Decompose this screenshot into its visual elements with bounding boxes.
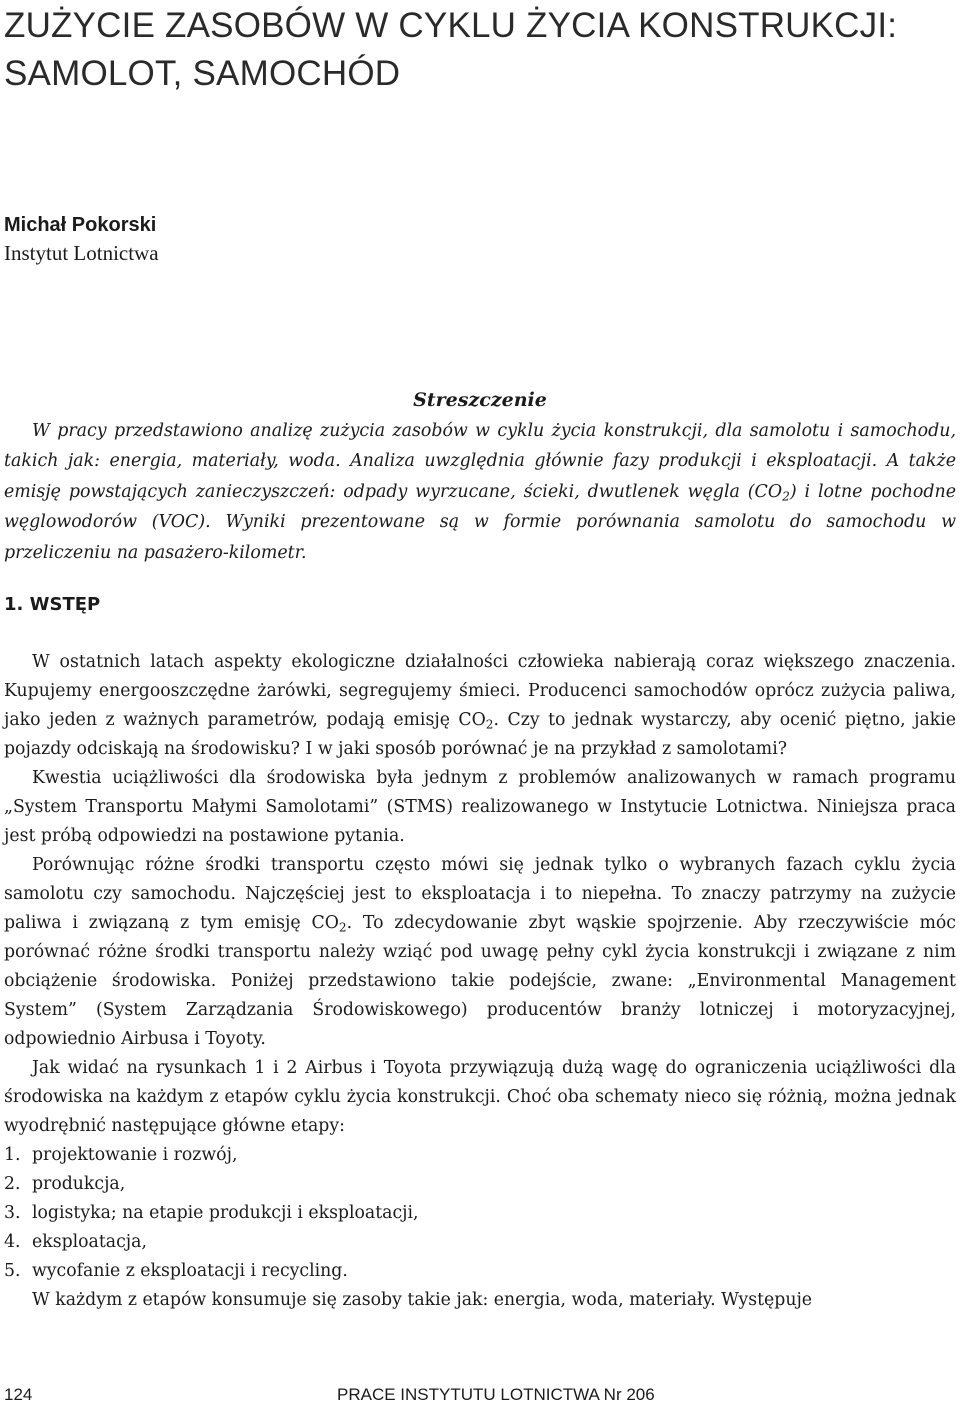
list-item-text: projektowanie i rozwój, — [32, 1145, 238, 1165]
paragraph-4: Jak widać na rysunkach 1 i 2 Airbus i Toyota przywiązują dużą wagę do ograniczenia uciążliwości dla środowiska na każdym z etapów cyklu życia konstrukcji. Choć oba schematy nieco się różnią, można jednak wyodrębnić następujące główne etapy: — [4, 1058, 956, 1136]
list-item — [4, 1170, 956, 1199]
paragraph-3-subscript: 2 — [338, 920, 347, 935]
list-item-number: 5. — [4, 1261, 21, 1281]
paragraph-3 — [4, 851, 956, 1054]
paragraph-1-part-b: . Czy to jednak wystarczy, aby ocenić piętno, jakie pojazdy odciskają na środowisku? I w jaki sposób porównać je na przykład z samolotami? — [4, 710, 956, 759]
list-item-number: 4. — [4, 1232, 21, 1252]
list-item-text: wycofanie z eksploatacji i recycling. — [32, 1261, 348, 1281]
abstract-heading: Streszczenie — [413, 389, 547, 411]
paragraph-5: W każdym z etapów konsumuje się zasoby takie jak: energia, woda, materiały. Występuje — [32, 1290, 813, 1310]
abstract-text-part1: W pracy przedstawiono analizę zużycia zasobów w cyklu życia konstrukcji, dla samolotu i samochodu, takich jak: energia, materiały, woda. Analiza uwzględnia głównie fazy produkcji i eksploatacji. A także emisję powstających zanieczyszczeń: odpady wyrzucane, ścieki, dwutlenek węgla (CO — [4, 421, 956, 502]
paragraph-1-part-a: W ostatnich latach aspekty ekologiczne działalności człowieka nabierają coraz większego znaczenia. Kupujemy energooszczędne żarówki, segregujemy śmieci. Producenci samochodów oprócz zużycia paliwa, jako jeden z ważnych parametrów, podają emisję CO — [4, 652, 956, 730]
list-item-text: produkcja, — [32, 1174, 126, 1194]
paragraph-3-part-b: . To zdecydowanie zbyt wąskie spojrzenie. Aby rzeczywiście móc porównać różne środki transportu należy wziąć pod uwagę pełny cykl życia konstrukcji i związane z nim obciążenie środowiska. Poniżej przedstawiono takie podejście, zwane: „Environmental Management System” (System Zarządzania Środowiskowego) producentów branży lotniczej i motoryzacyjnej, odpowiednio Airbusa i Toyoty. — [4, 913, 956, 1049]
list-item — [4, 1199, 956, 1228]
section-body — [4, 648, 956, 1315]
paragraph-1-subscript: 2 — [485, 717, 494, 732]
list-item-number: 3. — [4, 1203, 21, 1223]
list-item-number: 1. — [4, 1145, 21, 1165]
list-item-text: logistyka; na etapie produkcji i eksploatacji, — [32, 1203, 419, 1223]
footer-page-number: 124 — [4, 1385, 33, 1404]
list-item-number: 2. — [4, 1174, 21, 1194]
author-affiliation: Instytut Lotnictwa — [4, 241, 159, 265]
abstract-body — [4, 416, 956, 568]
list-item — [4, 1257, 956, 1286]
paragraph-2: Kwestia uciążliwości dla środowiska była jednym z problemów analizowanych w ramach programu „System Transportu Małymi Samolotami” (STMS) realizowanego w Instytucie Lotnictwa. Niniejsza praca jest próbą odpowiedzi na postawione pytania. — [4, 768, 956, 846]
author-name: Michał Pokorski — [4, 214, 157, 236]
list-item-text: eksploatacja, — [32, 1232, 147, 1252]
stages-list — [4, 1141, 956, 1286]
list-item — [4, 1228, 956, 1257]
abstract-subscript: 2 — [782, 489, 790, 504]
section-heading: 1. WSTĘP — [4, 594, 101, 615]
paragraph-3-part-a: Porównując różne środki transportu często mówi się jednak tylko o wybranych fazach cyklu życia samolotu czy samochodu. Najczęściej jest to eksploatacja i to niepełna. To znaczy patrzymy na zużycie paliwa i związaną z tym emisję CO — [4, 855, 956, 933]
footer-journal-name: PRACE INSTYTUTU LOTNICTWA Nr 206 — [337, 1385, 655, 1404]
paragraph-1 — [4, 648, 956, 764]
list-item — [4, 1141, 956, 1170]
abstract-text-part2: ) i lotne pochodne węglowodorów (VOC). Wyniki prezentowane są w formie porównania samolotu do samochodu w przeliczeniu na pasażero-kilometr. — [4, 481, 956, 563]
paper-title: ZUŻYCIE ZASOBÓW W CYKLU ŻYCIA KONSTRUKCJI: SAMOLOT, SAMOCHÓD — [4, 6, 898, 93]
